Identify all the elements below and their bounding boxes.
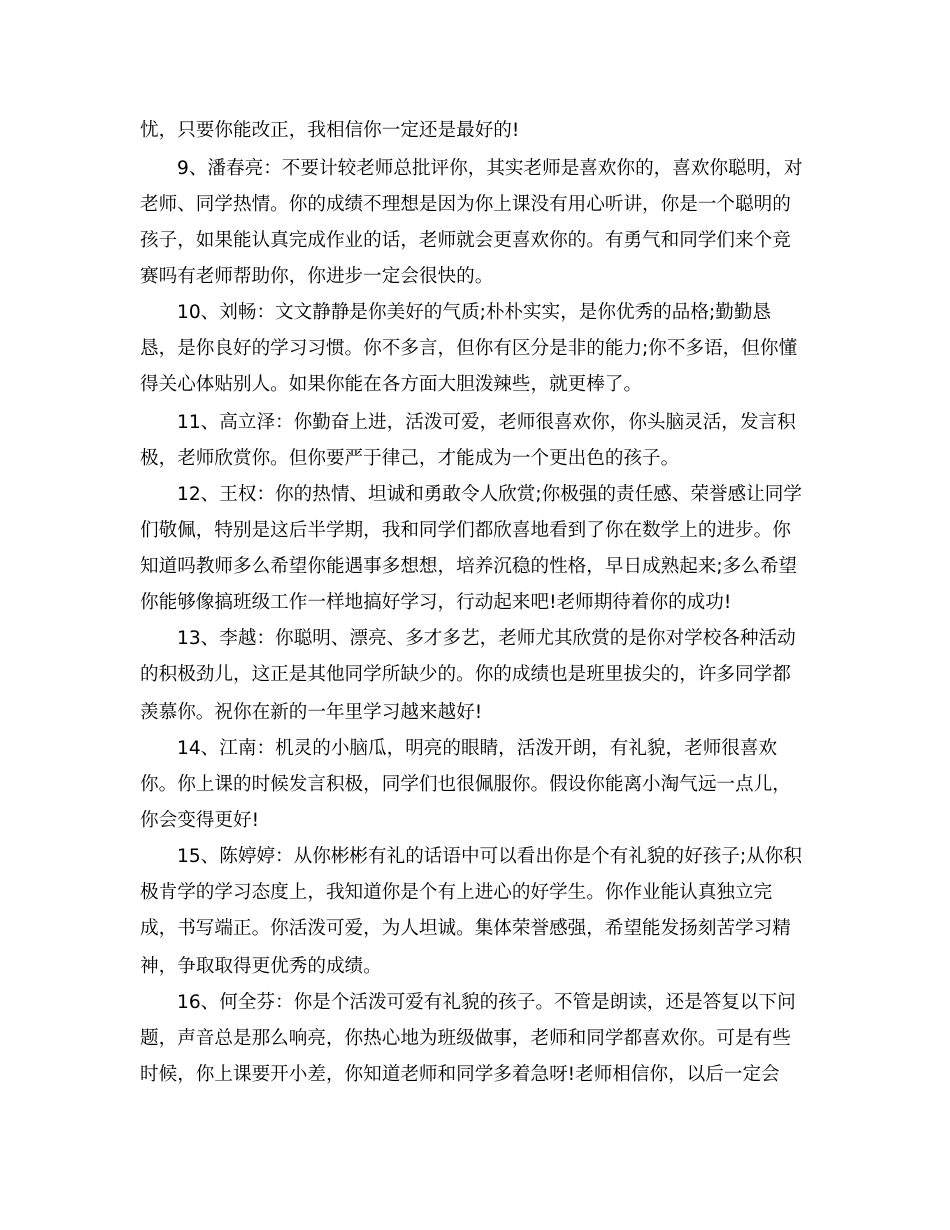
paragraph-12-start: 12、王权：你的热情、坦诚和勇敢令人欣赏;你极强的责任感、荣誉感让同学 — [177, 484, 802, 505]
text-line: 恳，是你良好的学习习惯。你不多言，但你有区分是非的能力;你不多语，但你懂 — [140, 338, 798, 359]
text-line: 成，书写端正。你活泼可爱，为人坦诚。集体荣誉感强，希望能发扬刻苦学习精 — [140, 918, 791, 939]
text-line: 极，老师欣赏你。但你要严于律己，才能成为一个更出色的孩子。 — [140, 448, 680, 469]
text-line: 你会变得更好! — [140, 810, 260, 831]
paragraph-15-start: 15、陈婷婷：从你彬彬有礼的话语中可以看出你是个有礼貌的好孩子;从你积 — [177, 846, 802, 867]
text-line: 忧，只要你能改正，我相信你一定还是最好的! — [140, 120, 520, 141]
paragraph-14-start: 14、江南：机灵的小脑瓜，明亮的眼睛，活泼开朗，有礼貌，老师很喜欢 — [177, 738, 778, 759]
text-line: 得关心体贴别人。如果你能在各方面大胆泼辣些，就更棒了。 — [140, 374, 643, 395]
text-line: 你。你上课的时候发言积极，同学们也很佩服你。假设你能离小淘气远一点儿， — [140, 774, 791, 795]
text-line: 题，声音总是那么响亮，你热心地为班级做事，老师和同学都喜欢你。可是有些 — [140, 1028, 791, 1049]
paragraph-16-start: 16、何全芬：你是个活泼可爱有礼貌的孩子。不管是朗读，还是答复以下问 — [177, 992, 796, 1013]
text-line: 们敬佩，特别是这后半学期，我和同学们都欣喜地看到了你在数学上的进步。你 — [140, 520, 791, 541]
text-line: 知道吗教师多么希望你能遇事多想想，培养沉稳的性格，早日成熟起来;多么希望 — [140, 556, 798, 577]
text-line: 神，争取取得更优秀的成绩。 — [140, 956, 382, 977]
paragraph-11-start: 11、高立泽：你勤奋上进，活泼可爱，老师很喜欢你，你头脑灵活，发言积 — [177, 412, 796, 433]
paragraph-9-start: 9、潘春亮：不要计较老师总批评你，其实老师是喜欢你的，喜欢你聪明，对 — [177, 158, 803, 179]
text-line: 极肯学的学习态度上，我知道你是个有上进心的好学生。你作业能认真独立完 — [140, 882, 773, 903]
paragraph-13-start: 13、李越：你聪明、漂亮、多才多艺，老师尤其欣赏的是你对学校各种活动 — [177, 628, 796, 649]
text-line: 赛吗有老师帮助你，你进步一定会很快的。 — [140, 266, 494, 287]
text-line: 孩子，如果能认真完成作业的话，老师就会更喜欢你的。有勇气和同学们来个竞 — [140, 230, 791, 251]
text-line: 老师、同学热情。你的成绩不理想是因为你上课没有用心听讲，你是一个聪明的 — [140, 194, 791, 215]
text-line: 羡慕你。祝你在新的一年里学习越来越好! — [140, 702, 483, 723]
text-line: 你能够像搞班级工作一样地搞好学习，行动起来吧!老师期待着你的成功! — [140, 592, 732, 613]
paragraph-10-start: 10、刘畅：文文静静是你美好的气质;朴朴实实，是你优秀的品格;勤勤恳 — [177, 302, 772, 323]
text-line: 的积极劲儿，这正是其他同学所缺少的。你的成绩也是班里拔尖的，许多同学都 — [140, 664, 791, 685]
text-line: 时候，你上课要开小差，你知道老师和同学多着急呀!老师相信你，以后一定会 — [140, 1064, 780, 1085]
